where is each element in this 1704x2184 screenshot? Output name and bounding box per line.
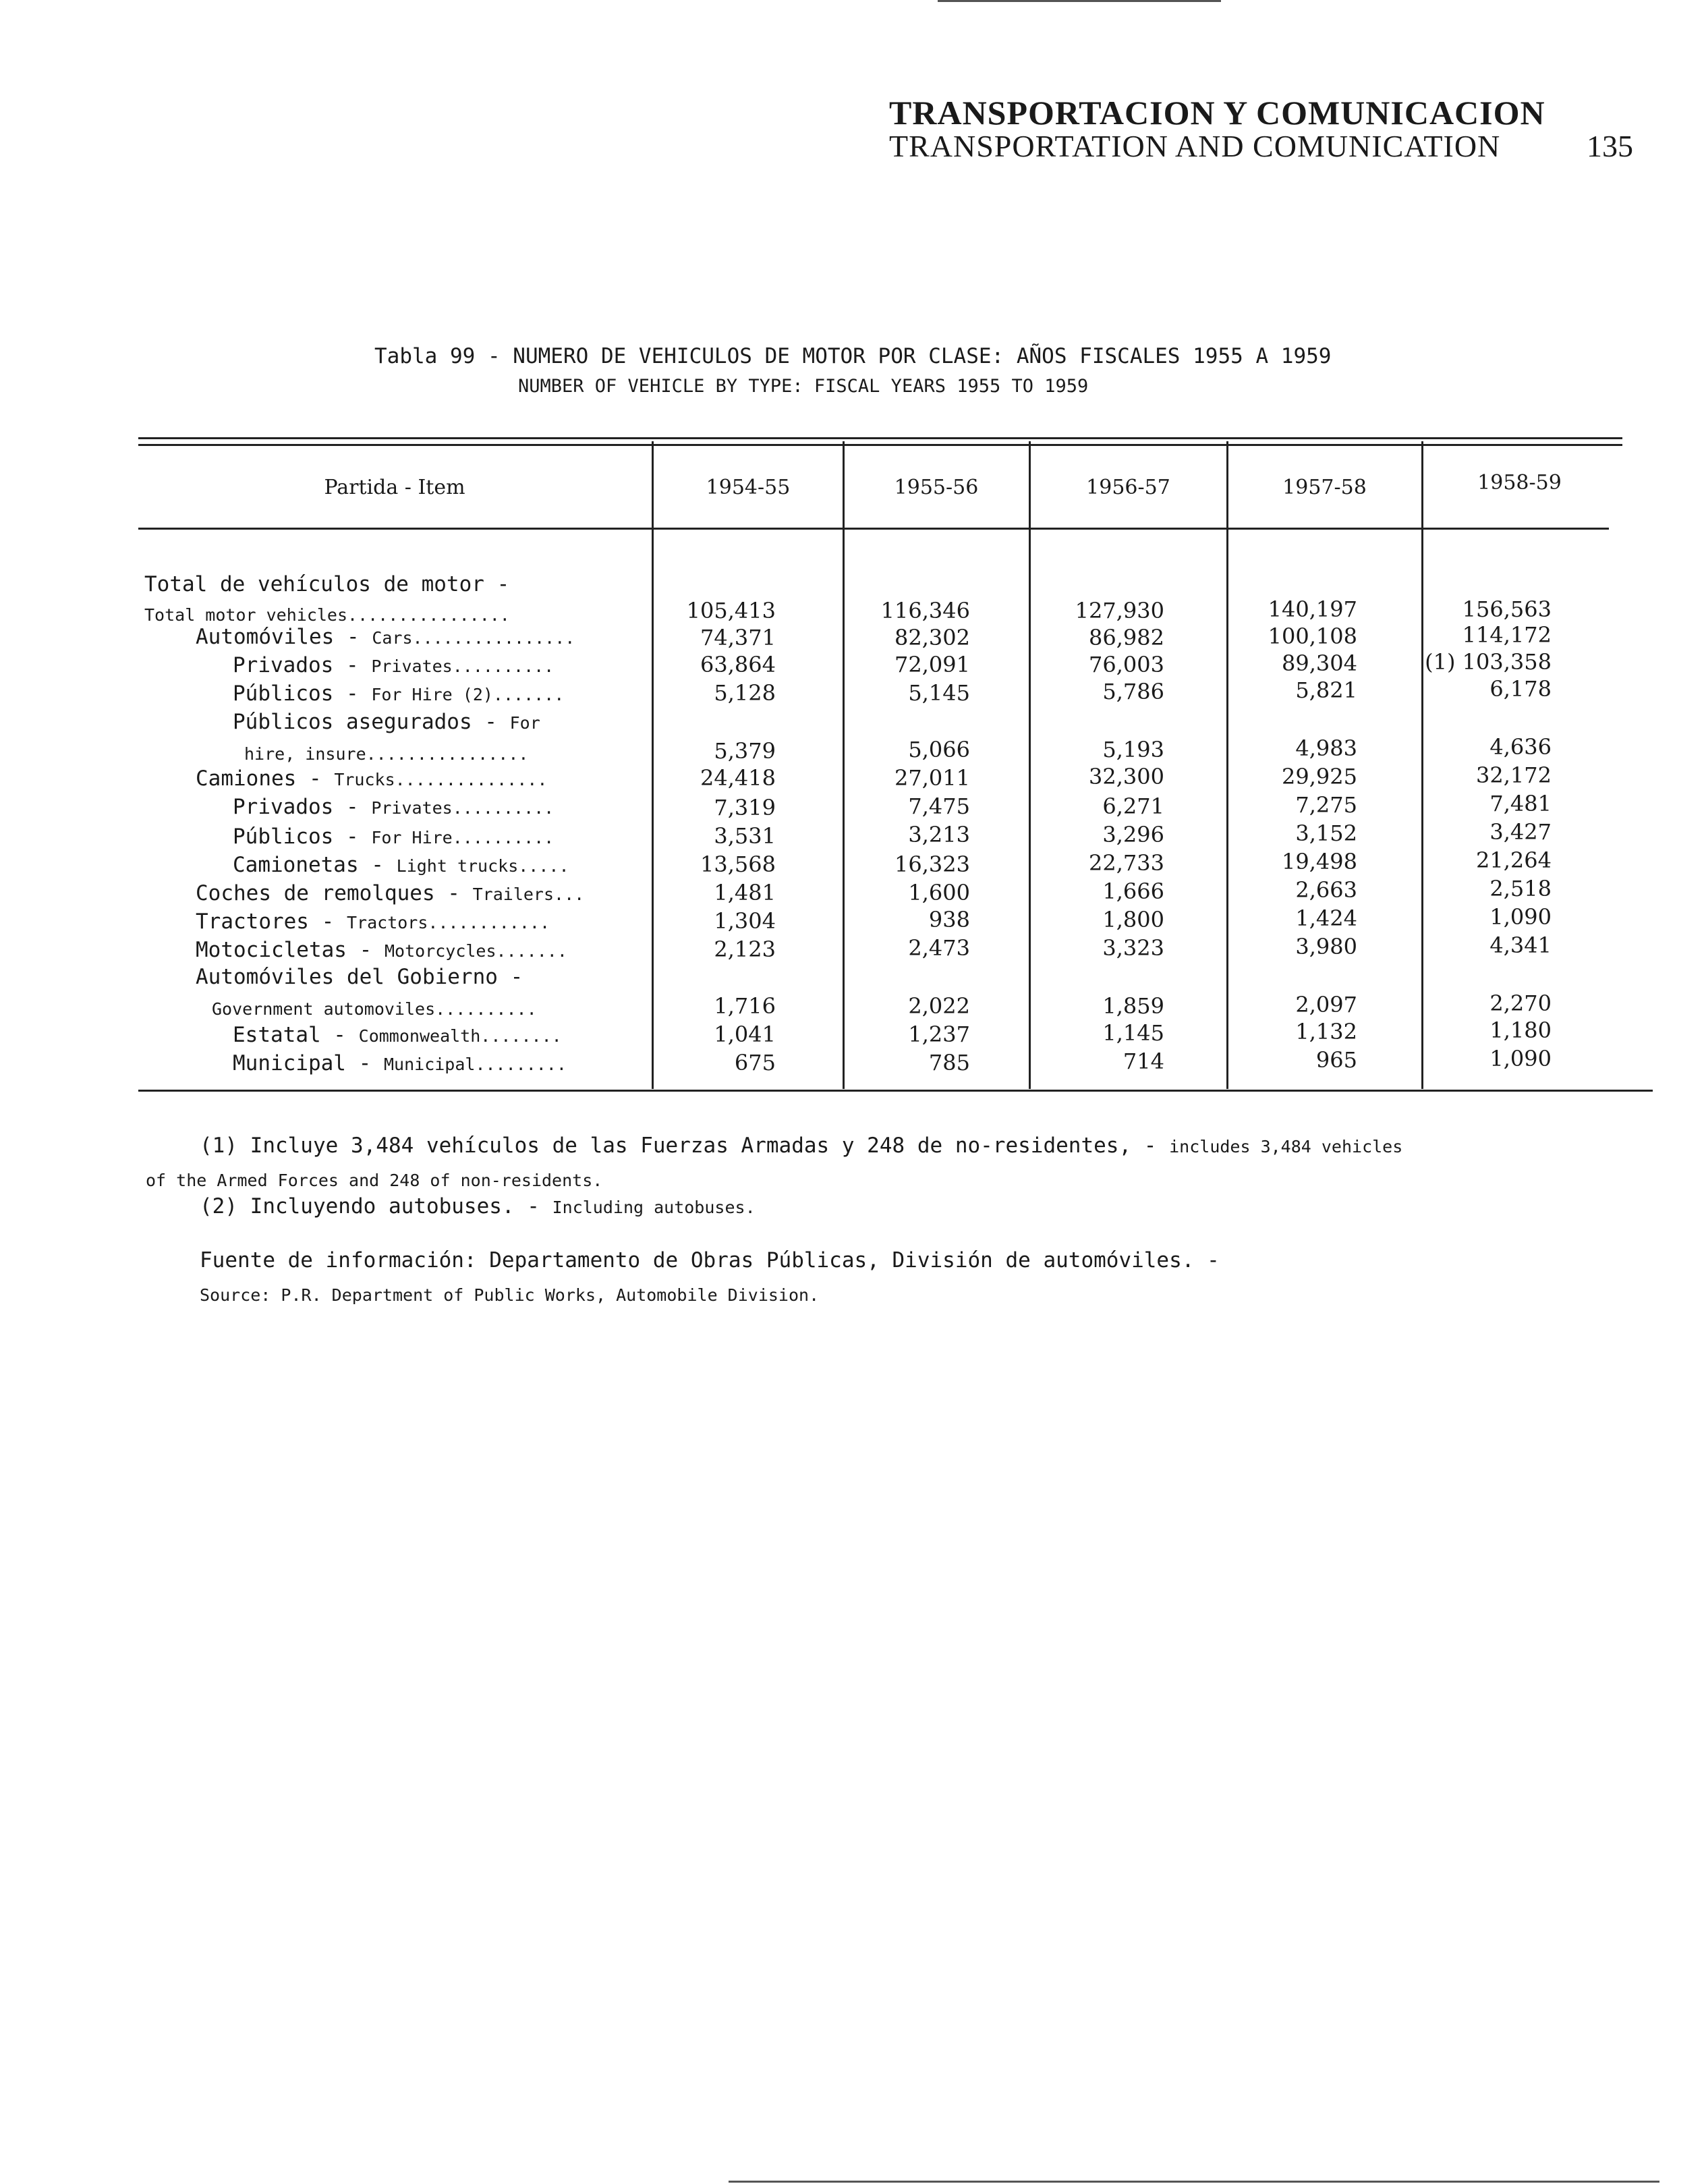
table-bottom-rule (138, 1090, 1653, 1092)
table-title-english: NUMBER OF VEHICLE BY TYPE: FISCAL YEARS 1955 TO 1959 (518, 376, 1089, 397)
table-cell: 1,132 (1295, 1019, 1357, 1044)
footnote-1-continued: of the Armed Forces and 248 of non-residents. (146, 1171, 603, 1190)
table-cell: 100,108 (1268, 623, 1357, 649)
header-title-english: TRANSPORTATION AND COMUNICATION (889, 129, 1501, 163)
table-cell: 965 (1315, 1047, 1357, 1073)
table-cell: 1,600 (908, 880, 970, 905)
table-row-label: Camionetas - Light trucks..... (233, 853, 569, 877)
table-cell: 3,152 (1295, 820, 1357, 846)
table-row-label: Públicos asegurados - For (233, 710, 540, 734)
table-cell: 3,531 (714, 823, 776, 849)
table-cell: 4,341 (1489, 932, 1552, 958)
table-cell: 5,786 (1102, 679, 1164, 704)
year-column-header: 1956-57 (1086, 476, 1170, 499)
year-column-header: 1957-58 (1282, 476, 1367, 499)
year-column-header: 1955-56 (894, 476, 979, 499)
page-edge-rule-top (938, 0, 1221, 2)
table-cell: 13,568 (700, 851, 776, 877)
table-row-label: Government automoviles.......... (212, 999, 537, 1019)
table-row-label: hire, insure................ (244, 744, 529, 764)
table-cell: 1,481 (714, 880, 776, 905)
table-cell: 1,090 (1489, 904, 1552, 930)
table-cell: 2,123 (714, 936, 776, 962)
table-row-label: Coches de remolques - Trailers... (196, 881, 585, 905)
table-cell: 29,925 (1282, 764, 1357, 789)
table-cell: 5,145 (908, 680, 970, 706)
table-row-label: Automóviles - Cars................ (196, 625, 575, 649)
table-cell: 5,128 (714, 680, 776, 706)
table-cell: 1,304 (714, 908, 776, 934)
table-row-label: Motocicletas - Motorcycles....... (196, 938, 567, 962)
table-cell: 82,302 (894, 625, 970, 650)
table-row-label: Automóviles del Gobierno - (196, 965, 523, 989)
table-cell: 76,003 (1089, 652, 1164, 677)
table-cell: 1,237 (908, 1021, 970, 1047)
table-cell: 127,930 (1075, 598, 1164, 623)
table-cell: 2,473 (908, 935, 970, 961)
table-cell: 1,424 (1295, 905, 1357, 931)
table-cell: 21,264 (1476, 847, 1552, 873)
source-spanish: Fuente de información: Departamento de Obras Públicas, División de automóviles. - (200, 1248, 1220, 1272)
table-cell: 32,172 (1476, 762, 1552, 788)
table-cell: 72,091 (894, 652, 970, 677)
footnote-1: (1) Incluye 3,484 vehículos de las Fuerzas Armadas y 248 de no-residentes, - includes 3,484 vehicles (200, 1133, 1403, 1158)
table-row-label: Total de vehículos de motor - (144, 572, 510, 596)
table-cell: 74,371 (700, 625, 776, 650)
table-cell: 3,296 (1102, 822, 1164, 847)
table-cell: 7,481 (1489, 791, 1552, 816)
table-cell: 1,716 (714, 993, 776, 1019)
table-cell: 3,427 (1489, 819, 1552, 845)
table-cell: 1,145 (1102, 1020, 1164, 1046)
year-column-header: 1954-55 (706, 476, 791, 499)
table-cell: 32,300 (1089, 764, 1164, 789)
table-row-label: Tractores - Tractors............ (196, 909, 550, 934)
table-cell: 6,271 (1102, 793, 1164, 819)
table-top-rule (138, 437, 1622, 439)
table-cell: 86,982 (1089, 625, 1164, 650)
table-row-label: Municipal - Municipal......... (233, 1051, 567, 1075)
footnote-2: (2) Incluyendo autobuses. - Including autobuses. (200, 1194, 756, 1219)
table-cell: 5,193 (1102, 737, 1164, 762)
table-cell: 3,980 (1295, 934, 1357, 959)
stub-header-label: Partida - Item (324, 476, 465, 499)
table-cell: 19,498 (1282, 849, 1357, 874)
table-cell: 24,418 (700, 765, 776, 791)
table-cell: (1) 103,358 (1425, 649, 1552, 675)
table-row-label: Privados - Privates.......... (233, 653, 555, 677)
page-number: 135 (1587, 129, 1633, 163)
table-row-label: Total motor vehicles................ (144, 605, 510, 625)
table-cell: 1,666 (1102, 878, 1164, 904)
table-cell: 7,275 (1295, 792, 1357, 818)
table-row-label: Privados - Privates.......... (233, 795, 555, 819)
table-cell: 16,323 (894, 851, 970, 877)
table-cell: 1,859 (1102, 993, 1164, 1019)
header-title-spanish: TRANSPORTACION Y COMUNICACION (889, 94, 1545, 132)
table-cell: 140,197 (1268, 596, 1357, 622)
table-cell: 785 (928, 1050, 970, 1075)
table-cell: 5,379 (714, 738, 776, 764)
table-cell: 1,090 (1489, 1046, 1552, 1071)
table-cell: 5,821 (1295, 677, 1357, 703)
page-edge-rule-bottom (729, 2181, 1659, 2183)
table-cell: 4,983 (1295, 735, 1357, 761)
table-cell: 2,097 (1295, 992, 1357, 1017)
table-cell: 3,213 (908, 822, 970, 847)
table-cell: 5,066 (908, 737, 970, 762)
table-cell: 1,180 (1489, 1017, 1552, 1043)
table-cell: 4,636 (1489, 734, 1552, 760)
table-cell: 105,413 (686, 598, 776, 623)
table-row-label: Camiones - Trucks............... (196, 766, 548, 791)
table-cell: 7,475 (908, 793, 970, 819)
stub-column-header (138, 476, 651, 499)
table-cell: 1,800 (1102, 907, 1164, 932)
table-cell: 22,733 (1089, 850, 1164, 876)
year-column-header: 1958-59 (1477, 471, 1562, 495)
table-cell: 1,041 (714, 1021, 776, 1047)
table-header-rule (138, 528, 1609, 530)
table-cell: 6,178 (1489, 676, 1552, 702)
table-cell: 63,864 (700, 652, 776, 677)
table-cell: 2,663 (1295, 877, 1357, 903)
table-row-label: Públicos - For Hire.......... (233, 824, 555, 849)
table-cell: 2,518 (1489, 876, 1552, 901)
table-cell: 938 (928, 907, 970, 932)
table-cell: 7,319 (714, 795, 776, 820)
table-cell: 675 (734, 1050, 776, 1075)
table-top-rule-double (138, 444, 1622, 446)
table-row-label: Estatal - Commonwealth........ (233, 1023, 562, 1047)
table-cell: 89,304 (1282, 650, 1357, 676)
source-english: Source: P.R. Department of Public Works, Automobile Division. (200, 1285, 820, 1305)
table-cell: 3,323 (1102, 935, 1164, 961)
table-title-spanish: Tabla 99 - NUMERO DE VEHICULOS DE MOTOR POR CLASE: AÑOS FISCALES 1955 A 1959 (374, 344, 1332, 368)
table-cell: 116,346 (880, 598, 970, 623)
table-row-label: Públicos - For Hire (2)....... (233, 681, 565, 706)
table-cell: 156,563 (1462, 596, 1552, 622)
table-cell: 114,172 (1462, 622, 1552, 648)
table-cell: 2,022 (908, 993, 970, 1019)
table-cell: 714 (1123, 1048, 1164, 1074)
table-cell: 2,270 (1489, 990, 1552, 1016)
table-cell: 27,011 (894, 765, 970, 791)
